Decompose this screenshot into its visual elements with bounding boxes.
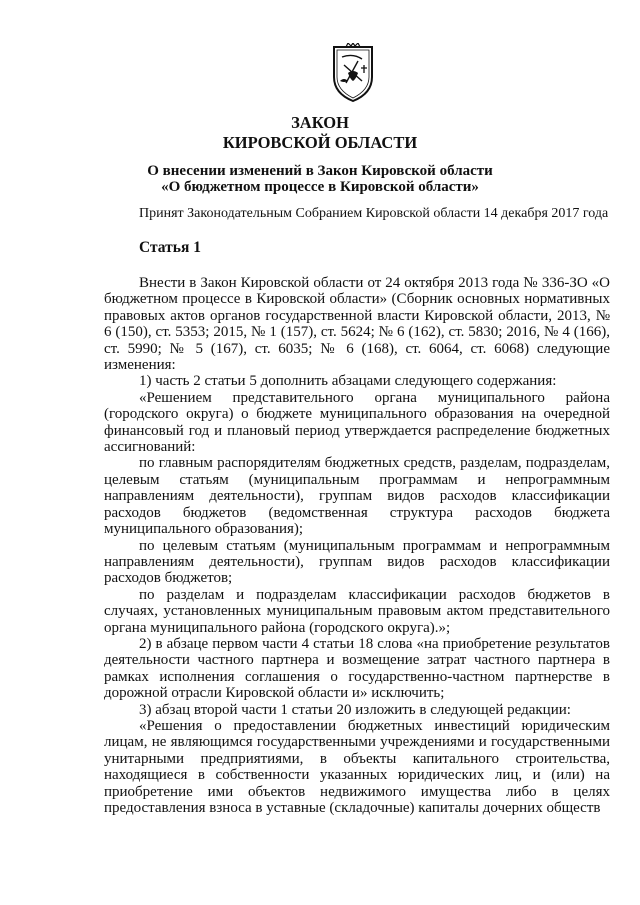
- paragraph-by-target-articles: по целевым статьям (муниципальным программам и непрограммным направлениям деятельности), группам видов расходов классификации расходов бюджетов;: [104, 537, 610, 587]
- title-line-zakon: ЗАКОН: [291, 113, 349, 132]
- article-heading: Статья 1: [139, 239, 201, 256]
- law-subtitle: [0, 163, 640, 195]
- article-body: [104, 275, 610, 816]
- paragraph-quote-decision: «Решением представительного органа муниципального района (городского округа) о бюджете муниципального образования на очередной финансовый год и плановый период утверждается распределение бюджетных ассигнований:: [104, 389, 610, 456]
- paragraph-item-2: 2) в абзаце первом части 4 статьи 18 слова «на приобретение результатов деятельности частного партнера и возмещение затрат частного партнера в рамках исполнения соглашения о государственно-частном партнерстве в дорожной отрасли Кировской области и» исключить;: [104, 635, 610, 702]
- paragraph-item-1: 1) часть 2 статьи 5 дополнить абзацами следующего содержания:: [139, 373, 557, 390]
- paragraph-by-main-managers: по главным распорядителям бюджетных средств, разделам, подразделам, целевым статьям (муниципальным программам и непрограммным направлениям деятельности), группам видов расходов классификации расходов бюджетов (ведомственная структура расходов бюджета муниципального образования);: [104, 455, 610, 538]
- adoption-note: Принят Законодательным Собранием Кировской области 14 декабря 2017 года: [139, 206, 609, 221]
- title-line-region: КИРОВСКОЙ ОБЛАСТИ: [222, 133, 418, 152]
- paragraph-item-3: 3) абзац второй части 1 статьи 20 изложить в следующей редакции:: [139, 701, 571, 718]
- law-title: [0, 113, 640, 153]
- paragraph-quote-investments: «Решения о предоставлении бюджетных инвестиций юридическим лицам, не являющимся государственными учреждениями и государственными унитарными предприятиями, в объекты капитального строительства, находящиеся в собственности указанных юридических лиц, и (или) на приобретение ими объектов недвижимого имущества либо в целях предоставления взноса в уставные (складочные) капиталы дочерних обществ: [104, 717, 610, 816]
- paragraph-by-sections: по разделам и подразделам классификации расходов бюджетов в случаях, установленных муниципальным правовым актом представительного органа муниципального района (городского округа).»;: [104, 586, 610, 636]
- paragraph-intro: Внести в Закон Кировской области от 24 октября 2013 года № 336-ЗО «О бюджетном процессе в Кировской области» (Сборник основных нормативных правовых актов органов государственной власти Кировской области, 2013, № 6 (150), ст. 5353; 2015, № 1 (157), ст. 5624; № 6 (162), ст. 5830; 2016, № 4 (166), ст. 5990; № 5 (167), ст. 6035; № 6 (168), ст. 6064, ст. 6068) следующие изменения:: [104, 275, 610, 374]
- subtitle-line-2: «О бюджетном процессе в Кировской области»: [161, 179, 479, 195]
- coat-of-arms-icon: [330, 43, 376, 103]
- subtitle-line-1: О внесении изменений в Закон Кировской области: [147, 163, 493, 179]
